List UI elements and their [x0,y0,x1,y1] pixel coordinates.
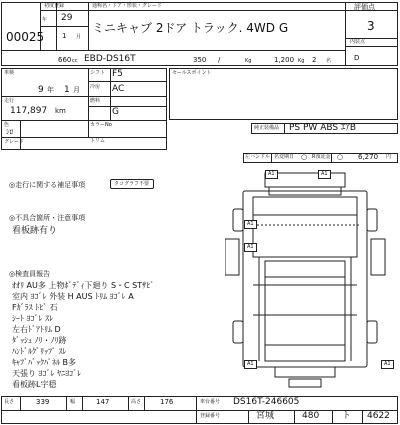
inspect-year: 9 [38,85,44,95]
inspection-label: 車検 [4,70,15,76]
rating-label: 評価点 [354,3,375,11]
reg-label: 登録番号 [200,413,221,419]
color-label: 色 [4,122,10,128]
report-line: 天張り ﾖｺﾞﾚ ﾔﾆﾖｺﾞﾚ [12,369,82,378]
first-reg-label: 初度登録 [44,3,65,9]
report-line: 看板跡L字穏 [12,380,57,389]
lot-number: 00025 [6,30,45,44]
supplement-label: ◎走行に関する補足事項 [9,181,86,189]
weight-value: 1,200 [274,56,295,64]
inspect-month-unit: 月 [73,86,80,94]
sales-point-label: セールスポイント [172,70,212,76]
report-line: ｼｰﾄ ﾖｺﾞﾚ ｽﾚ [12,314,54,323]
load-value: 350 [193,56,207,64]
handle-label: 左ハンドル [245,154,271,160]
car-name: ミニキャブ 2ドア トラック. 4WD G [92,21,289,35]
r-check-mark: ○ [337,153,344,161]
load-unit-kg: Kg [245,58,252,64]
equipment-value: PS PW ABS ｴｱB [289,123,357,133]
chassis-label: 車台番号 [200,399,221,405]
height-label: 高さ [131,399,142,405]
name-label: 通称名・ドア・形状・グレード [92,3,162,9]
name-change-label: 名変期日 [274,154,295,160]
color-value: ｼﾛ [6,128,13,136]
length-label: 長さ [4,399,15,405]
report-line: Fｶﾞﾗｽ ﾄﾋﾞ 石 [12,303,58,312]
month-unit: 月 [76,34,82,40]
width-value: 147 [96,398,110,406]
year-unit: 年 [42,17,48,23]
inspector-label: ◎検査員報告 [9,270,51,278]
damage-mark: A1 [265,170,278,179]
r-check-label: R預託金 [312,154,331,160]
tacho-label: タコグラフ不要 [114,181,150,187]
report-line: 左右ﾄﾞｱﾄﾘﾑ D [12,325,61,334]
fuel-label: 燃料 [90,98,101,104]
deposit-value: 6,270 [358,153,379,161]
damage-mark: A1 [244,243,257,252]
report-line: ﾀﾞｯｼｭ ﾉﾘ・ﾉﾘ跡 [12,336,67,345]
inspect-month: 1 [64,85,70,95]
damage-mark: A1 [244,360,257,369]
width-label: 幅 [70,399,76,405]
equipment-label: 純正装備品 [254,125,280,131]
report-line: 室内 ﾖｺﾞﾚ 外装 H AUS ﾄﾘﾑ ﾖｺﾞﾚ A [12,292,134,301]
reg-kana: ト [342,411,352,421]
rating-value: 3 [367,19,375,33]
mileage-label: 走行 [4,98,15,104]
load-unit: / [218,56,221,64]
defects-label: ◎不具合箇所・注意事項 [9,214,86,222]
reg-class: 480 [302,411,320,421]
interior-value: D [354,54,360,62]
name-change-mark: ○ [301,153,308,161]
damage-mark: A1 [244,220,257,229]
grade-label: グレード [4,139,25,145]
mileage-value: 117,897 [10,106,48,116]
report-line: ｷｬﾌﾞﾊﾞｯｸﾊﾟﾈﾙ B多 [12,358,77,367]
damage-mark: A1 [381,360,394,369]
color-no-label: カラーNo [90,122,112,128]
height-value: 176 [160,398,174,406]
weight-unit: Kg [298,58,305,64]
mileage-unit: km [55,107,66,115]
displacement-unit: cc [72,58,78,64]
report-line: ｵｵﾘ AU多 上物ﾎﾞﾃﾞｨ下廻り S・C STｻﾋﾞ [12,281,155,290]
month-value: 1 [62,32,67,40]
ac-value: AC [112,84,125,94]
ac-label: 冷房 [90,84,101,90]
shift-value: F5 [112,69,123,79]
damage-mark: A1 [318,170,331,179]
length-value: 339 [36,398,50,406]
shift-label: シフト [90,70,106,76]
fuel-value: G [112,107,119,117]
trim-label: トリム [90,138,106,144]
inspect-year-unit: 年 [47,86,54,94]
displacement: 660 [58,56,72,64]
reg-region: 宮城 [256,411,275,421]
seats-value: 2 [312,56,317,64]
yen-unit: 円 [386,154,392,160]
model-code: EBD-DS16T [84,54,136,64]
year-value: 29 [61,13,73,23]
report-line: ﾊﾝﾄﾞﾙｸﾞﾘｯﾌﾟ ｽﾚ [12,347,67,356]
interior-label: 内装点 [350,39,366,45]
defects-value: 看板跡有り [12,226,58,236]
reg-number: 4622 [367,411,390,421]
seats-unit: 名 [326,58,332,64]
chassis-value: DS16T-246605 [233,397,300,407]
